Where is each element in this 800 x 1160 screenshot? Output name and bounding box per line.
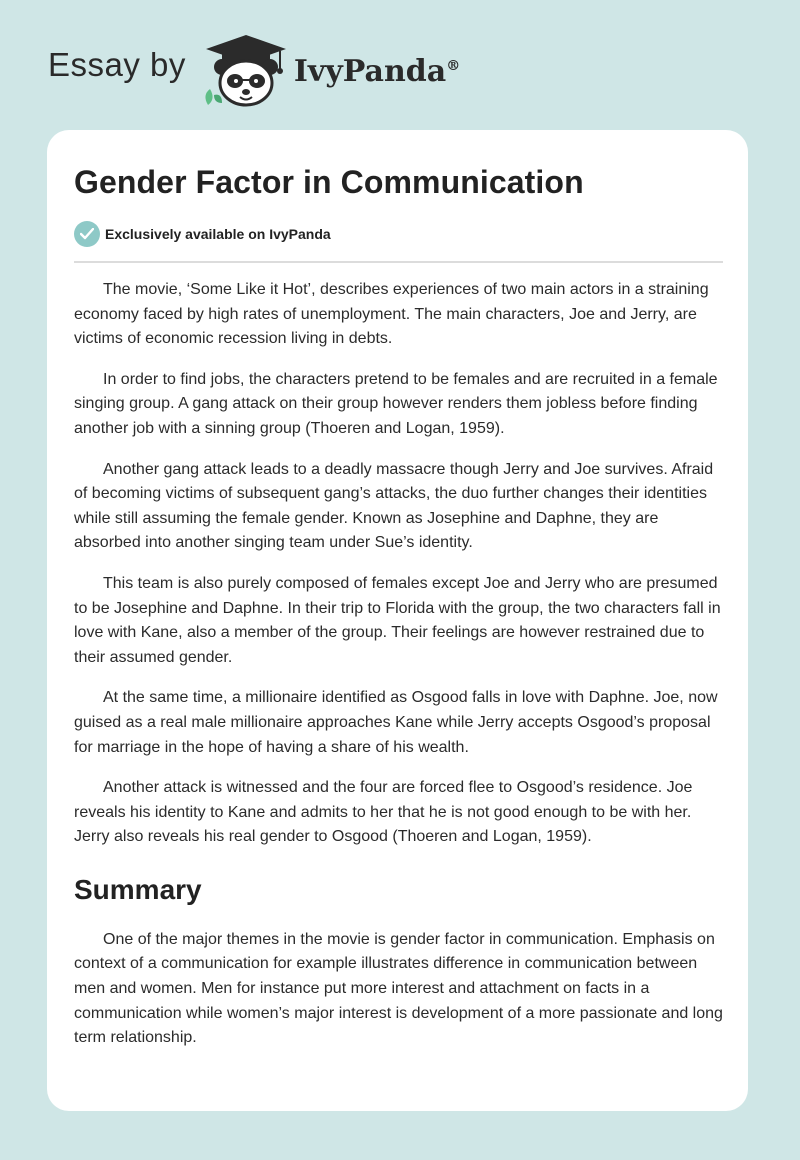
page-title: Gender Factor in Communication [74,164,584,200]
exclusive-badge [74,221,331,247]
essay-card [47,130,748,1111]
panda-logo-icon[interactable] [200,31,292,109]
paragraph: One of the major themes in the movie is gender factor in communication. Emphasis on context of a communication for example illustrates difference in communication between men and women. Men for instance put more interest and attachment on facts in a communication while women’s major interest is development of a more passionate and long term relationship. [74,930,723,1047]
paragraph: In order to find jobs, the characters pretend to be females and are recruited in a female singing group. A gang attack on their group however renders them jobless before finding another job with a sinning group (Thoeren and Logan, 1959). [74,370,718,437]
paragraph: The movie, ‘Some Like it Hot’, describes experiences of two main actors in a straining economy faced by high rates of unemployment. The main characters, Joe and Jerry, are victims of economic recession living in debts. [74,281,709,348]
site-header [48,30,460,110]
paragraph: At the same time, a millionaire identified as Osgood falls in love with Daphne. Joe, now guised as a real male millionaire approaches Kane while Jerry accepts Osgood’s proposal for marriage in the hope of having a share of his wealth. [74,689,718,756]
divider [74,261,723,263]
registered-mark: ® [446,57,461,74]
brand-prefix: Essay by [48,46,186,83]
paragraph: This team is also purely composed of females except Joe and Jerry who are presumed to be Josephine and Daphne. In their trip to Florida with the group, the two characters fall in love with Kane, also a member of the group. Their feelings are however restrained due to their assumed gender. [74,574,721,666]
badge-text: Exclusively available on IvyPanda [105,226,331,242]
paragraph: Another attack is witnessed and the four are forced flee to Osgood’s residence. Joe reveals his identity to Kane and admits to her that he is not good enough to be with her. Jerry also reveals his real gender to Osgood (Thoeren and Logan, 1959). [74,779,693,846]
check-circle-icon [74,221,100,247]
summary-heading: Summary [74,873,202,905]
brand-name[interactable]: IvyPanda® [293,53,461,89]
essay-body [74,278,726,1067]
paragraph: Another gang attack leads to a deadly massacre though Jerry and Joe survives. Afraid of becoming victims of subsequent gang’s attacks, the duo further changes their identities while still assuming the female gender. Known as Josephine and Daphne, they are absorbed into another singing team under Sue’s identity. [74,460,714,552]
